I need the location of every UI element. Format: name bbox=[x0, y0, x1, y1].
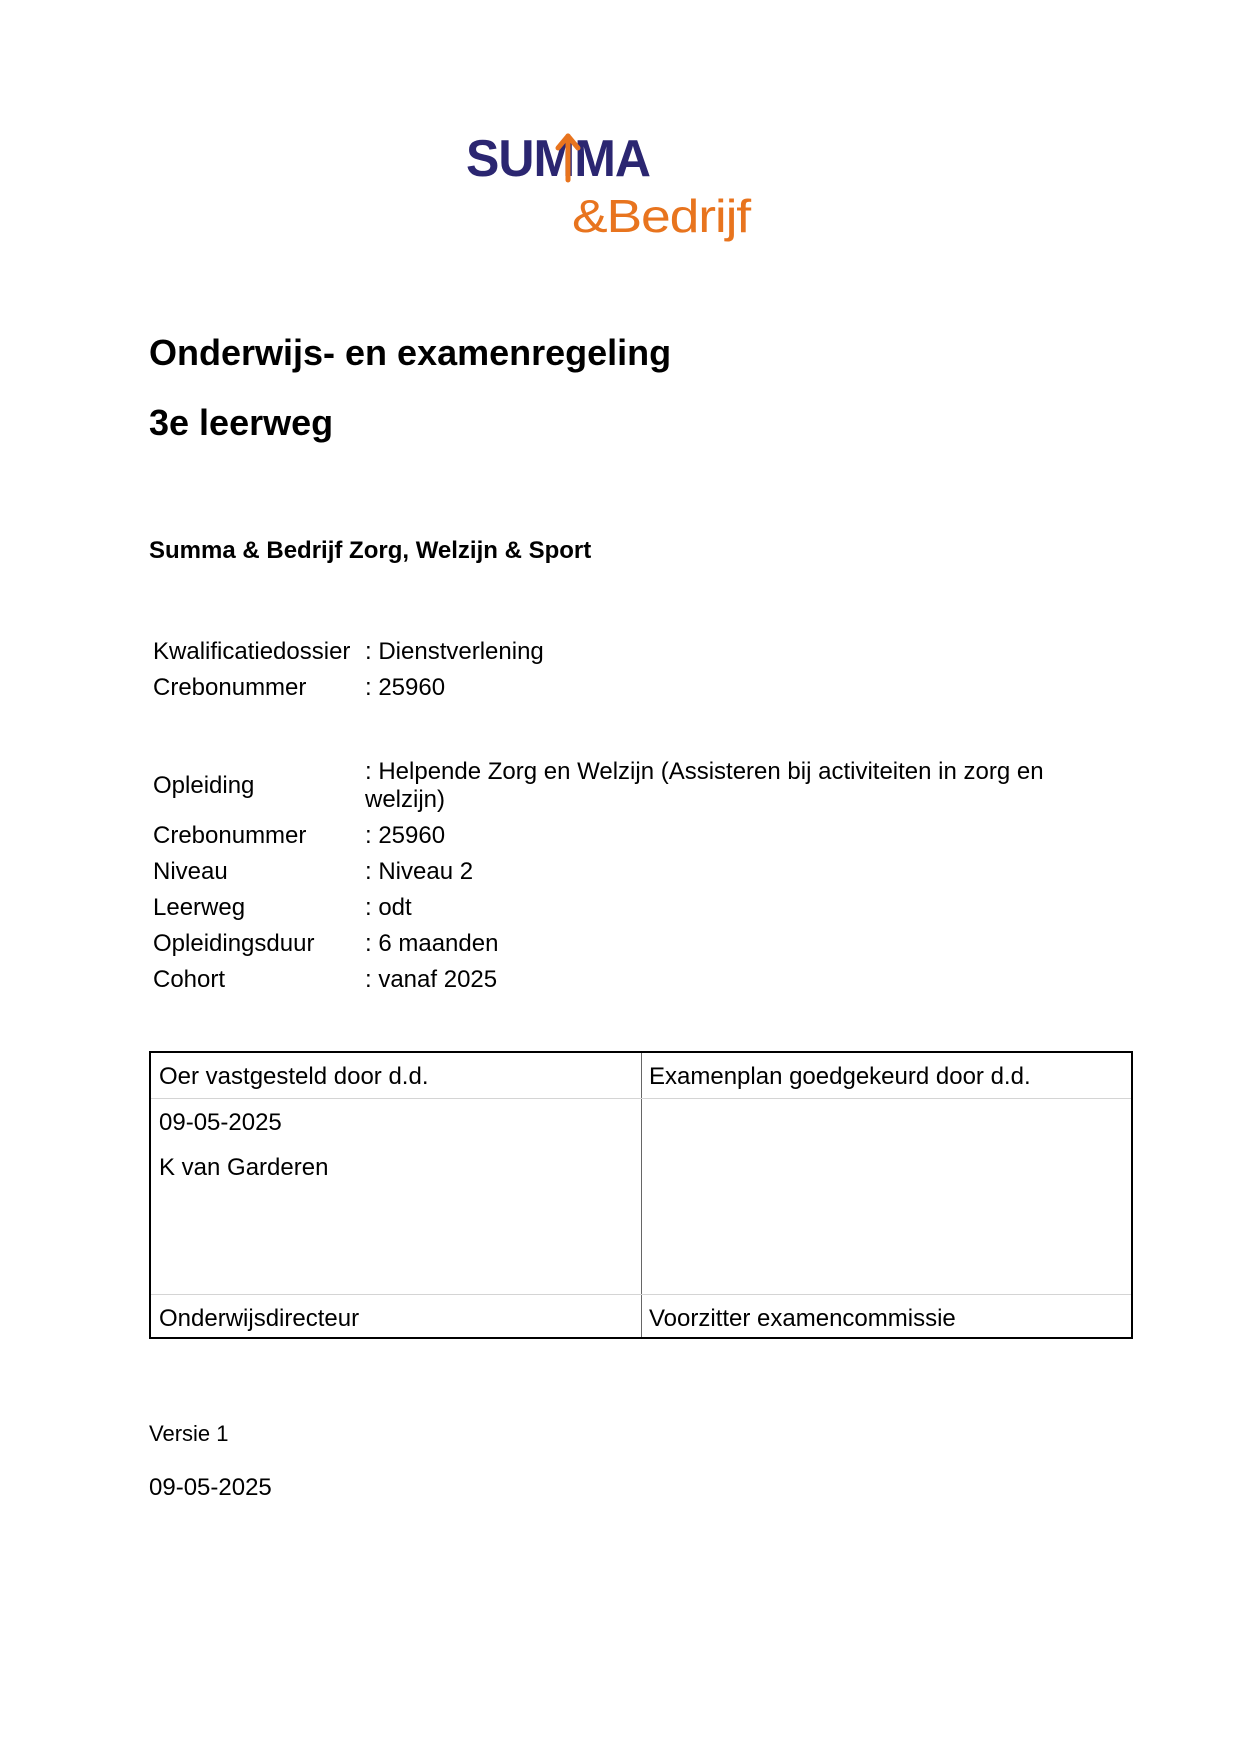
approval-column-oer bbox=[151, 1053, 642, 1337]
info-value: : Helpende Zorg en Welzijn (Assisteren bij activiteiten in zorg en welzijn) bbox=[365, 758, 1044, 813]
info-label: Crebonummer bbox=[153, 822, 307, 849]
info-label: Kwalificatiedossier bbox=[153, 638, 351, 665]
qualification-info bbox=[153, 638, 1113, 710]
info-row-opleidingsduur bbox=[153, 930, 1113, 958]
info-row-leerweg bbox=[153, 894, 1113, 922]
info-value: : Dienstverlening bbox=[365, 638, 544, 665]
info-label: Opleidingsduur bbox=[153, 930, 315, 957]
info-value: : odt bbox=[365, 894, 412, 921]
approval-column-examenplan bbox=[641, 1053, 1131, 1337]
info-label: Crebonummer bbox=[153, 674, 307, 701]
approval-body-oer bbox=[151, 1099, 641, 1295]
approval-header-oer: Oer vastgesteld door d.d. bbox=[151, 1053, 641, 1099]
info-label: Opleiding bbox=[153, 772, 255, 799]
info-row-niveau bbox=[153, 858, 1113, 886]
approval-body-examenplan bbox=[641, 1099, 1131, 1295]
info-label: Leerweg bbox=[153, 894, 246, 921]
approval-role-examenplan: Voorzitter examencommissie bbox=[649, 1305, 956, 1332]
approval-role-oer: Onderwijsdirecteur bbox=[159, 1305, 360, 1332]
logo-line-bedrijf: &Bedrijf bbox=[572, 190, 752, 242]
info-row-crebonummer bbox=[153, 822, 1113, 850]
organization-name: Summa & Bedrijf Zorg, Welzijn & Sport bbox=[149, 537, 592, 564]
program-info bbox=[153, 758, 1113, 1002]
summa-bedrijf-logo bbox=[466, 128, 756, 248]
approval-header-examenplan: Examenplan goedgekeurd door d.d. bbox=[641, 1053, 1131, 1099]
info-row-opleiding bbox=[153, 758, 1113, 814]
info-value: : 25960 bbox=[365, 822, 446, 849]
document-subtitle-leerweg: 3e leerweg bbox=[149, 402, 334, 443]
info-value: : 6 maanden bbox=[365, 930, 499, 957]
info-value: : Niveau 2 bbox=[365, 858, 474, 885]
info-value: : 25960 bbox=[365, 674, 446, 701]
version-label: Versie 1 bbox=[149, 1421, 229, 1446]
approval-table bbox=[149, 1051, 1133, 1339]
info-label: Niveau bbox=[153, 858, 228, 885]
document-title: Onderwijs- en examenregeling bbox=[149, 332, 672, 373]
approval-date: 09-05-2025 bbox=[159, 1109, 282, 1136]
info-label: Cohort bbox=[153, 966, 226, 993]
logo-line-summa: SUMMA bbox=[466, 130, 651, 188]
approval-signatory-name: K van Garderen bbox=[159, 1154, 329, 1181]
info-row-kwalificatiedossier bbox=[153, 638, 1113, 666]
info-value: : vanaf 2025 bbox=[365, 966, 498, 993]
info-row-crebonummer bbox=[153, 674, 1113, 702]
info-row-cohort bbox=[153, 966, 1113, 994]
version-date: 09-05-2025 bbox=[149, 1474, 272, 1501]
